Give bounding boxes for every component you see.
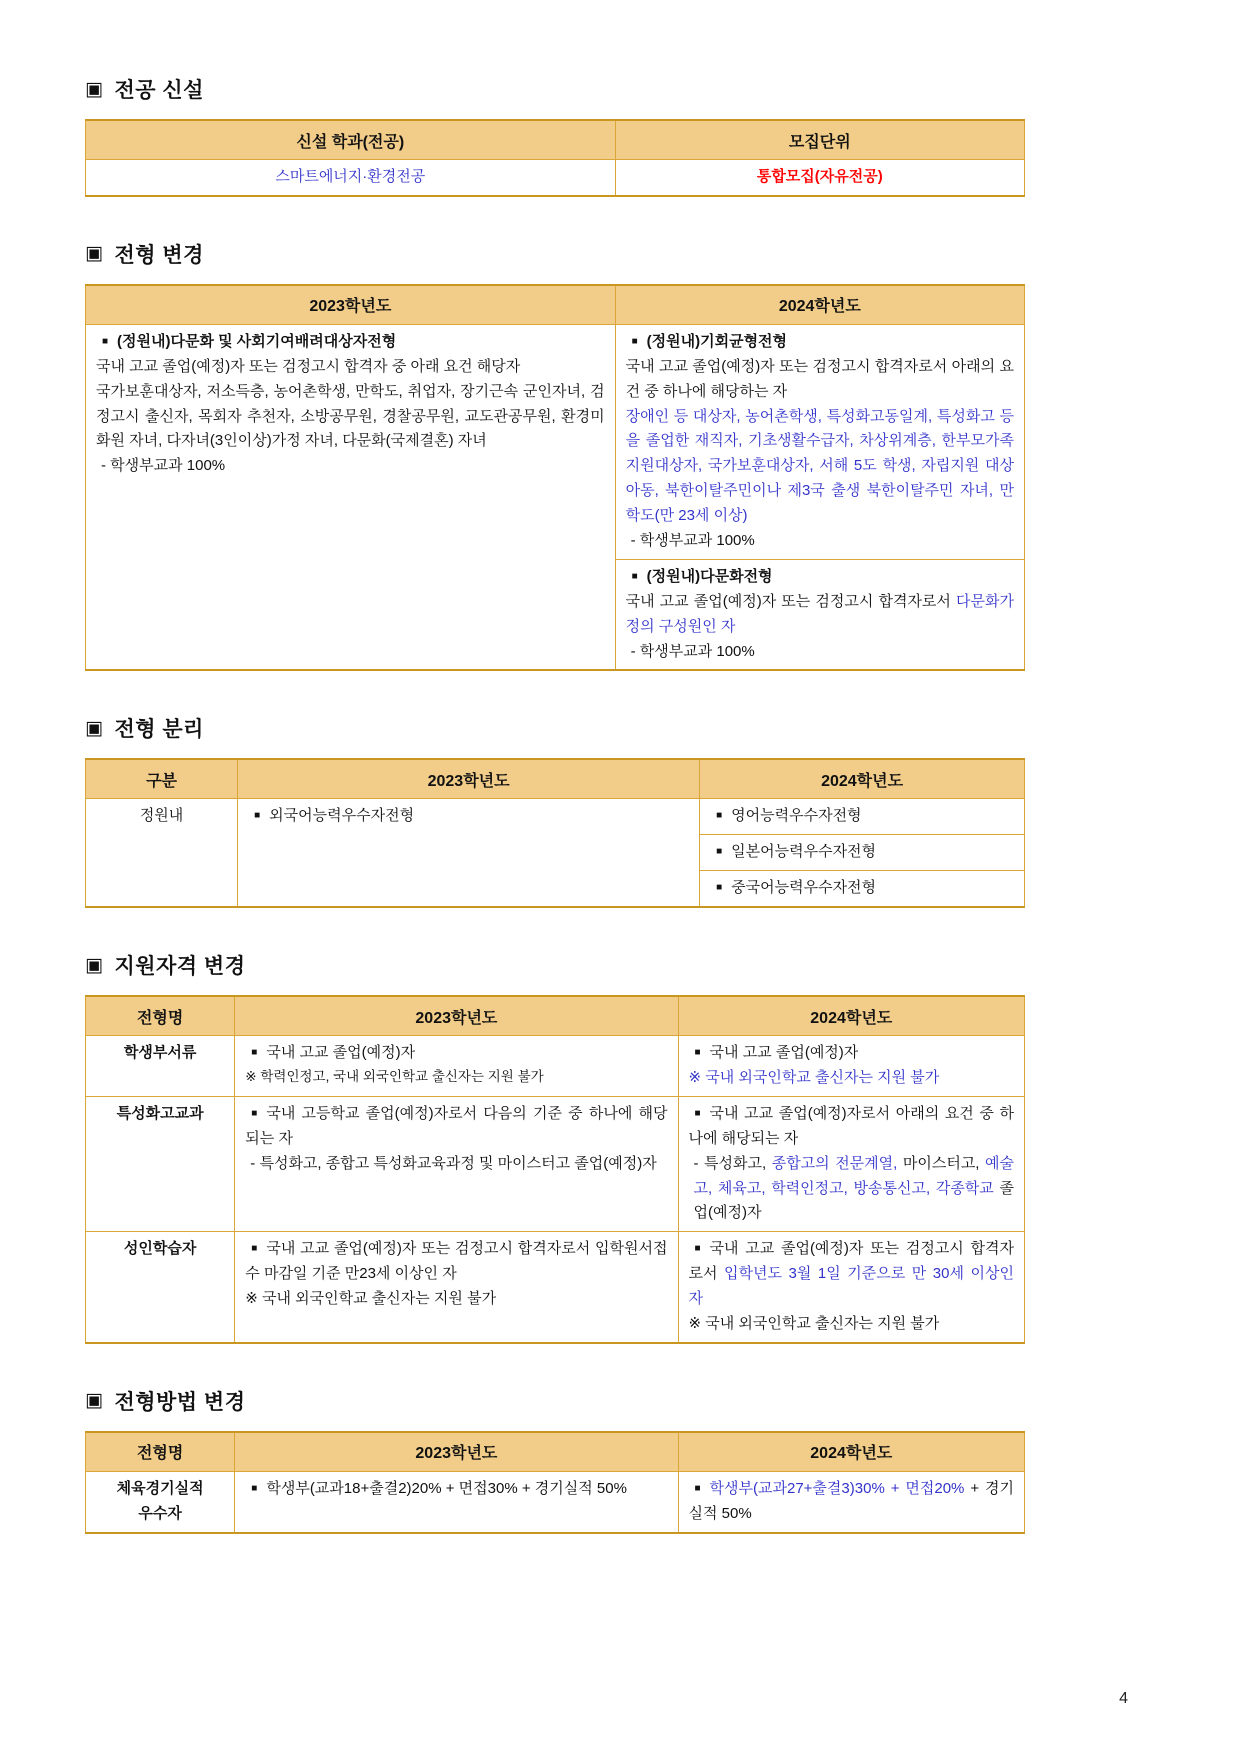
table-row-sports-track — [86, 1471, 1025, 1532]
track-name-line1: 체육경기실적 — [116, 1479, 204, 1497]
bullet-icon: ■ — [716, 810, 723, 822]
track-item-text: 외국어능력우수자전형 — [269, 807, 415, 825]
method-formula — [689, 1477, 1015, 1527]
track-heading — [626, 330, 1014, 355]
bullet-icon: ■ — [694, 1107, 701, 1119]
cell-2024-track-japanese — [700, 835, 1025, 871]
track-heading-text: (정원내)다문화 및 사회기여배려대상자전형 — [117, 332, 397, 350]
cell-2023-method — [235, 1471, 678, 1532]
cell-recruit-unit — [615, 160, 1024, 196]
column-header-2024: 2024학년도 — [678, 996, 1025, 1036]
table-row — [86, 324, 1025, 559]
bullet-icon: ■ — [694, 1047, 701, 1059]
cell-2024-track-english — [700, 799, 1025, 835]
track-item-text: 중국어능력우수자전형 — [731, 879, 877, 897]
bullet-icon: ■ — [716, 846, 723, 858]
qualification-text — [689, 1237, 1015, 1312]
section-title-text: 전형 변경 — [114, 243, 204, 267]
new-major-table — [85, 119, 1025, 197]
restriction-note: ※ 국내 외국인학교 출신자는 지원 불가 — [688, 1315, 940, 1333]
method-text: - 학생부교과 100% — [630, 642, 755, 660]
cell-2023-qualification — [235, 1036, 678, 1097]
bullet-icon: ■ — [251, 1243, 258, 1255]
section-new-major — [85, 74, 1025, 197]
eligibility-text: 국내 고교 졸업(예정)자 또는 검정고시 합격자로서 아래의 요건 중 하나에 해당하는 자 — [625, 357, 1014, 400]
section-admission-split — [85, 713, 1025, 908]
cell-2023-track — [238, 799, 700, 907]
column-header-track-name: 전형명 — [86, 996, 235, 1036]
text-run: 국내 고교 졸업(예정)자 — [266, 1044, 416, 1062]
table-header-row — [86, 759, 1025, 799]
track-name-line2: 우수자 — [138, 1504, 182, 1522]
bullet-icon: ■ — [251, 1107, 258, 1119]
track-heading-text: (정원내)다문화전형 — [646, 567, 773, 585]
qualification-text — [689, 1041, 1015, 1066]
table-header-row — [86, 996, 1025, 1036]
column-header-category: 구분 — [86, 759, 238, 799]
text-run-changed: 예술고, 체육고, 학력인정고, 방송통신고, 각종학교 — [693, 1154, 1014, 1197]
qualification-text — [689, 1102, 1015, 1152]
cell-2023-qualification — [235, 1232, 678, 1343]
dept-name-text: 스마트에너지·환경전공 — [275, 168, 426, 185]
text-run: 국내 고교 졸업(예정)자 — [709, 1044, 859, 1062]
bullet-icon: ■ — [631, 570, 638, 582]
cell-track-name: 학생부서류 — [86, 1036, 235, 1097]
bullet-icon: ■ — [694, 1243, 701, 1255]
table-row-vocational-track — [86, 1096, 1025, 1231]
table-row-document-track — [86, 1036, 1025, 1097]
cell-2023-qualification — [235, 1096, 678, 1231]
qualification-text — [245, 1041, 667, 1066]
cell-category: 정원내 — [86, 799, 238, 907]
cell-track-name: 성인학습자 — [86, 1232, 235, 1343]
bullet-icon: ■ — [716, 882, 723, 894]
method-change-table — [85, 1431, 1025, 1534]
cell-2024-qualification — [678, 1232, 1025, 1343]
restriction-note-changed: ※ 국내 외국인학교 출신자는 지원 불가 — [688, 1069, 940, 1087]
admission-split-table — [85, 758, 1025, 908]
column-header-track-name: 전형명 — [86, 1432, 235, 1472]
text-run-changed: 다문화가정의 구성원인 자 — [625, 592, 1014, 635]
section-title-text: 전형 분리 — [114, 718, 204, 742]
section-marker-icon: ▣ — [85, 243, 104, 265]
cell-track-name: 특성화고교과 — [86, 1096, 235, 1231]
cell-2024-equal-opportunity — [615, 324, 1024, 559]
cell-new-dept — [86, 160, 616, 196]
column-header-unit: 모집단위 — [615, 120, 1024, 160]
section-heading — [85, 1386, 1025, 1416]
column-header-2024: 2024학년도 — [700, 759, 1025, 799]
section-title-text: 전형방법 변경 — [114, 1390, 246, 1414]
eligibility-text: 국내 고교 졸업(예정)자 또는 검정고시 합격자 중 아래 요건 해당자 — [96, 357, 521, 375]
bullet-icon: ■ — [254, 810, 261, 822]
section-marker-icon: ▣ — [85, 717, 104, 739]
column-header-2023: 2023학년도 — [235, 996, 678, 1036]
column-header-2023: 2023학년도 — [238, 759, 700, 799]
target-list-text: 국가보훈대상자, 저소득층, 농어촌학생, 만학도, 취업자, 장기근속 군인자녀, 검정고시 출신자, 목회자 추천자, 소방공무원, 경찰공무원, 교도관공무원, 환경미화원 자녀, 다자녀(3인이상)가정 자녀, 다문화(국제결혼) 자녀 — [96, 382, 605, 450]
eligibility-text — [626, 590, 1014, 640]
bullet-icon: ■ — [251, 1482, 258, 1494]
text-run: 국내 고교 졸업(예정)자로서 아래의 요건 중 하나에 해당되는 자 — [688, 1104, 1014, 1147]
section-heading — [85, 239, 1025, 269]
track-heading — [626, 565, 1014, 590]
qualification-text — [245, 1237, 667, 1287]
restriction-note: ※ 학력인정고, 국내 외국인학교 출신자는 지원 불가 — [245, 1069, 544, 1085]
track-item — [710, 804, 1014, 829]
column-header-dept: 신설 학과(전공) — [86, 120, 616, 160]
text-run-changed: 학생부(교과27+출결3)30% + 면접20% — [709, 1479, 965, 1497]
method-formula — [245, 1477, 667, 1502]
track-item-text: 일본어능력우수자전형 — [731, 843, 877, 861]
restriction-note: ※ 국내 외국인학교 출신자는 지원 불가 — [245, 1290, 497, 1308]
section-marker-icon: ▣ — [85, 1390, 104, 1412]
table-row — [86, 799, 1025, 835]
section-heading — [85, 74, 1025, 104]
bullet-icon: ■ — [631, 335, 638, 347]
qualification-text — [245, 1102, 667, 1152]
table-header-row — [86, 1432, 1025, 1472]
section-marker-icon: ▣ — [85, 954, 104, 976]
track-heading-text: (정원내)기회균형전형 — [646, 332, 788, 350]
cell-2024-qualification — [678, 1036, 1025, 1097]
section-marker-icon: ▣ — [85, 78, 104, 100]
recruit-unit-text: 통합모집(자유전공) — [756, 168, 883, 185]
text-run: 국내 고교 졸업(예정)자 또는 검정고시 합격자로서 — [688, 1240, 1014, 1283]
target-list-text-changed: 장애인 등 대상자, 농어촌학생, 특성화고동일계, 특성화고 등을 졸업한 재직자, 기초생활수급자, 차상위계층, 한부모가족 지원대상자, 국가보훈대상자, 서해 5도 학생, 자립지원 대상 아동, 북한이탈주민이나 제3국 출생 북한이탈주민 자녀, 만학도(만 23세 이상) — [625, 407, 1014, 525]
section-qualification-change — [85, 950, 1025, 1344]
track-item — [710, 840, 1014, 865]
bullet-icon: ■ — [102, 335, 109, 347]
admission-change-table — [85, 284, 1025, 672]
qualification-change-table — [85, 995, 1025, 1344]
column-header-2024: 2024학년도 — [615, 285, 1024, 325]
cell-track-name — [86, 1471, 235, 1532]
cell-2024-multicultural — [615, 559, 1024, 670]
text-run: 졸업(예정)자 — [693, 1179, 1014, 1222]
table-header-row — [86, 120, 1025, 160]
text-run: 학생부(교과18+출결2)20% + 면접30% + 경기실적 50% — [266, 1479, 627, 1497]
document-content — [85, 0, 1025, 1534]
bullet-icon: ■ — [251, 1047, 258, 1059]
column-header-2023: 2023학년도 — [86, 285, 616, 325]
text-run: 국내 고교 졸업(예정)자 또는 검정고시 합격자로서 입학원서접수 마감일 기준 만23세 이상인 자 — [245, 1240, 668, 1283]
text-run: + 경기실적 50% — [688, 1479, 1015, 1522]
section-heading — [85, 950, 1025, 980]
text-run: 국내 고등학교 졸업(예정)자로서 다음의 기준 중 하나에 해당되는 자 — [245, 1104, 668, 1147]
page-number: 4 — [1119, 1690, 1128, 1707]
track-item — [248, 804, 689, 829]
section-title-text: 전공 신설 — [114, 79, 204, 102]
method-text: - 학생부교과 100% — [101, 457, 226, 475]
cell-2024-method — [678, 1471, 1025, 1532]
criteria-text — [689, 1152, 1015, 1227]
table-header-row — [86, 285, 1025, 325]
table-row-adult-learner — [86, 1232, 1025, 1343]
text-run: - 특성화고, — [693, 1154, 772, 1172]
text-run-changed: 입학년도 3월 1일 기준으로 만 30세 이상인 자 — [688, 1265, 1014, 1308]
track-item — [710, 876, 1014, 901]
section-title-text: 지원자격 변경 — [114, 955, 246, 979]
section-heading — [85, 713, 1025, 743]
criteria-text: - 특성화고, 종합고 특성화교육과정 및 마이스터고 졸업(예정)자 — [250, 1154, 657, 1172]
section-admission-change — [85, 239, 1025, 672]
text-run: 국내 고교 졸업(예정)자 또는 검정고시 합격자로서 — [625, 592, 957, 610]
text-run: 마이스터고, — [897, 1154, 986, 1172]
cell-2023-multicultural — [86, 324, 616, 670]
track-item-text: 영어능력우수자전형 — [731, 807, 862, 825]
column-header-2024: 2024학년도 — [678, 1432, 1025, 1472]
section-method-change — [85, 1386, 1025, 1534]
method-text: - 학생부교과 100% — [630, 532, 755, 550]
cell-2024-qualification — [678, 1096, 1025, 1231]
column-header-2023: 2023학년도 — [235, 1432, 678, 1472]
cell-2024-track-chinese — [700, 871, 1025, 907]
bullet-icon: ■ — [694, 1482, 701, 1494]
text-run-changed: 종합고의 전문계열, — [771, 1154, 898, 1172]
track-heading — [96, 330, 605, 355]
table-row — [86, 160, 1025, 196]
